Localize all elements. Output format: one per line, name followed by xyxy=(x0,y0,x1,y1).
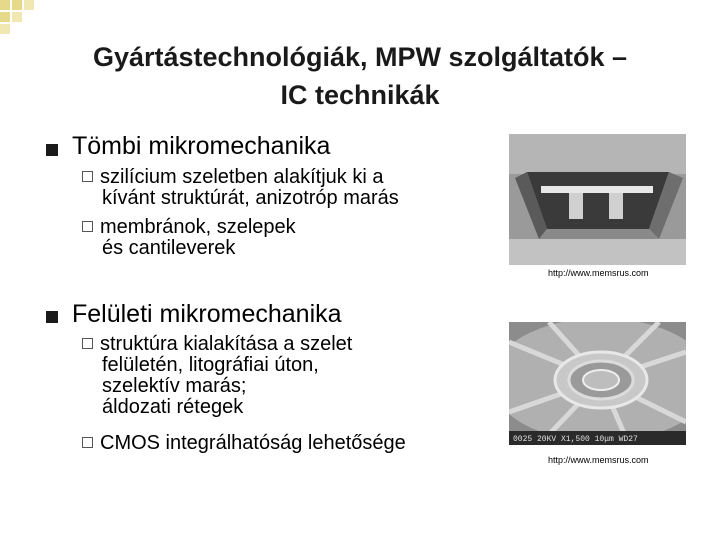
checkbox-bullet-icon xyxy=(82,338,93,349)
section2-item-2-line1: CMOS integrálhatóság lehetősége xyxy=(100,432,406,454)
section2-item-1-line4: áldozati rétegek xyxy=(102,396,244,418)
checkbox-bullet-icon xyxy=(82,171,93,182)
section2-item-1-line1: struktúra kialakítása a szelet xyxy=(100,333,353,355)
section1-item-2 xyxy=(82,217,296,259)
sem-info-text: 0025 20KV X1,500 10μm WD27 xyxy=(513,435,638,444)
square-bullet-icon xyxy=(46,311,58,323)
section2-item-2 xyxy=(82,433,406,454)
section1-item-1 xyxy=(82,167,399,209)
section1-heading: Tömbi mikromechanika xyxy=(72,132,331,160)
section2-item-1-line2: felületén, litográfiai úton, xyxy=(102,354,319,376)
section1-item-2-line1: membránok, szelepek xyxy=(100,216,296,238)
title-line-2: IC technikák xyxy=(280,80,440,110)
section1-item-1-line1: szilícium szeletben alakítjuk ki a xyxy=(100,166,384,188)
slide-title xyxy=(20,38,700,114)
checkbox-bullet-icon xyxy=(82,437,93,448)
section2-heading: Felületi mikromechanika xyxy=(72,300,342,328)
checkbox-bullet-icon xyxy=(82,221,93,232)
section1-photo-caption: http://www.memsrus.com xyxy=(548,268,649,278)
section2-item-1-line3: szelektív marás; xyxy=(102,375,247,397)
section2-photo-caption: http://www.memsrus.com xyxy=(548,455,649,465)
title-line-1: Gyártástechnológiák, MPW szolgáltatók – xyxy=(92,42,628,72)
surface-micromachining-photo xyxy=(509,322,686,445)
corner-decoration xyxy=(0,0,60,40)
section1-item-2-line2: és cantileverek xyxy=(102,237,236,259)
square-bullet-icon xyxy=(46,144,58,156)
bulk-micromachining-photo xyxy=(509,134,686,265)
section1-item-1-line2: kívánt struktúrát, anizotróp marás xyxy=(102,187,399,209)
section2-item-1 xyxy=(82,334,352,418)
